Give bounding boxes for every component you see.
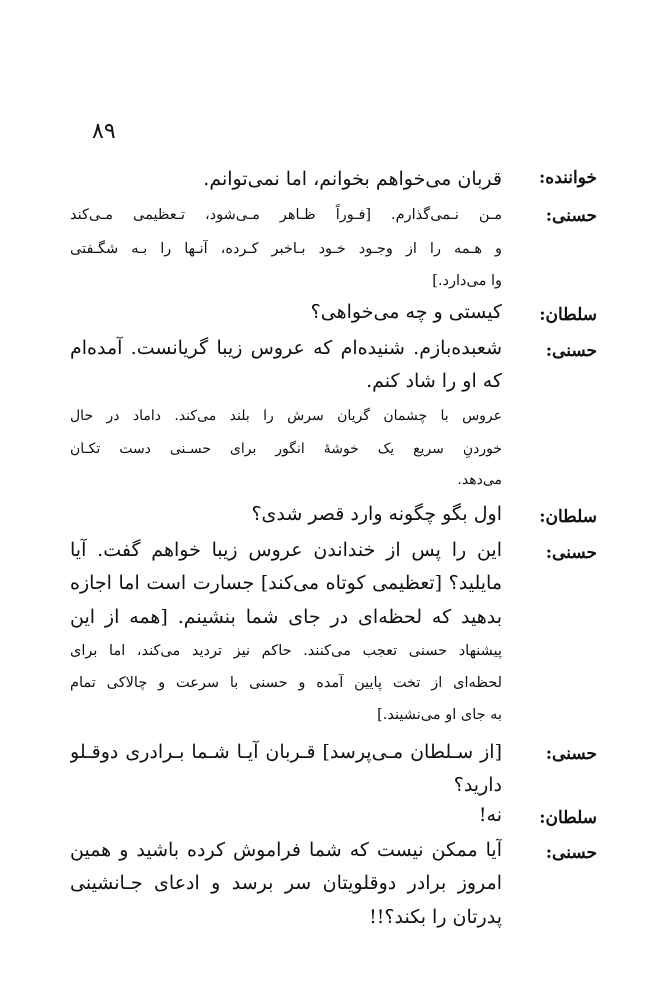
dialogue-line: [از سـلطان مـی‌پرسد] قـربان آیـا شـما بـرادری دوقـلو xyxy=(70,741,502,763)
stage-direction-line: به جای او می‌نشیند.] xyxy=(377,707,502,723)
stage-direction-line: پیشنهاد حسنی تعجب می‌کنند. حاکم نیز تردید می‌کند، اما برای xyxy=(70,643,502,659)
dialogue-line: پدرتان را بکند؟!! xyxy=(369,906,502,928)
dialogue-line: کیستی و چه می‌خواهی؟ xyxy=(310,301,502,323)
stage-direction-line: و هـمه را از وجـود خـود بـاخبر کـرده، آنـها را بـه شگـفتی xyxy=(70,241,502,257)
speaker-label: حسنی: xyxy=(545,843,597,863)
stage-direction-line: لحظه‌ای از تخت پایین آمده و حسنی با سرعت و چالاکی تمام xyxy=(70,675,502,691)
dialogue-line: قربان می‌خواهم بخوانم، اما نمی‌توانم. xyxy=(203,168,502,190)
dialogue-line: امروز برادر دوقلویتان سر برسد و ادعای جـانشینی xyxy=(70,872,502,894)
dialogue-line: بدهید که لحظه‌ای در جای شما بنشینم. [همه از این xyxy=(70,606,502,628)
dialogue-line: شعبده‌بازم. شنیده‌ام که عروس زیبا گریانست. آمده‌ام xyxy=(70,337,502,359)
stage-direction-line: می‌دهد. xyxy=(457,472,502,488)
dialogue-line: اول بگو چگونه وارد قصر شدی؟ xyxy=(251,503,502,525)
speaker-label: حسنی: xyxy=(545,543,597,563)
stage-direction-line: وا می‌دارد.] xyxy=(432,273,502,289)
dialogue-line: نه! xyxy=(478,804,502,826)
speaker-label: سلطان: xyxy=(539,305,597,325)
page-number: ۸۹ xyxy=(92,119,116,144)
dialogue-line: دارید؟ xyxy=(453,774,502,796)
speaker-label: خواننده: xyxy=(539,168,597,188)
dialogue-line: مایلید؟ [تعظیمی کوتاه می‌کند] جسارت است اما اجازه xyxy=(70,572,502,594)
speaker-label: سلطان: xyxy=(539,507,597,527)
dialogue-line: که او را شاد کنم. xyxy=(366,370,502,392)
dialogue-line: این را پس از خنداندن عروس زیبا خواهم گفت. آیا xyxy=(70,539,502,561)
speaker-label: حسنی: xyxy=(545,341,597,361)
speaker-label: حسنی: xyxy=(545,744,597,764)
stage-direction-line: خوردنِ سریع یک خوشهٔ انگور برای حسـنی دست تکـان xyxy=(70,441,502,457)
dialogue-line: مـن نـمی‌گذارم. [فـوراً ظـاهر مـی‌شود، تـعظیمی مـی‌کند xyxy=(70,207,502,223)
speaker-label: سلطان: xyxy=(539,808,597,828)
dialogue-line: آیا ممکن نیست که شما فراموش کرده باشید و همین xyxy=(70,839,502,861)
speaker-label: حسنی: xyxy=(545,206,597,226)
stage-direction-line: عروس با چشمان گریان سرش را بلند می‌کند. داماد در حال xyxy=(70,408,502,424)
